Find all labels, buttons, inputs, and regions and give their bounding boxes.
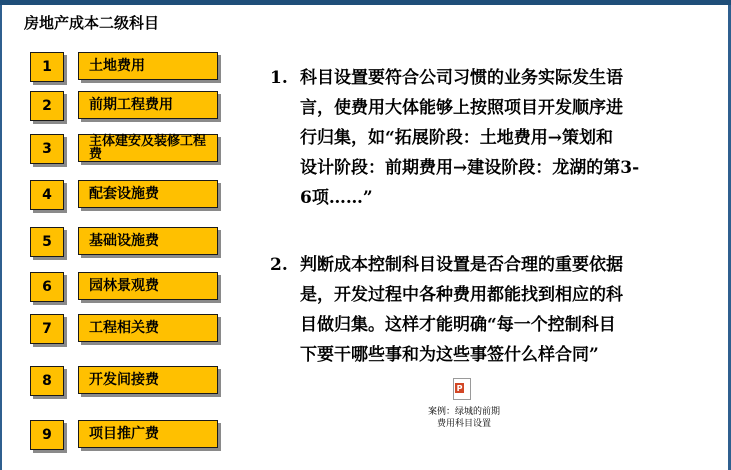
powerpoint-file-icon[interactable] — [453, 378, 471, 400]
category-number: 2 — [30, 91, 64, 121]
category-number: 1 — [30, 52, 64, 82]
category-label: 园林景观费 — [78, 272, 218, 300]
category-label: 配套设施费 — [78, 180, 218, 208]
point-line: 言，使费用大体能够上按照项目开发顺序进 — [300, 98, 623, 118]
attachment-caption-line: 案例：绿城的前期 — [427, 407, 500, 417]
point-2 — [270, 250, 720, 370]
point-number: 2. — [270, 255, 288, 275]
point-line: 6项……” — [300, 188, 373, 208]
category-label: 项目推广费 — [78, 420, 218, 448]
slide-title: 房地产成本二级科目 — [24, 14, 160, 32]
point-line: 目做归集。这样才能明确“每一个控制科目 — [300, 315, 616, 335]
top-frame-bar — [0, 0, 731, 5]
point-number: 1. — [270, 68, 288, 88]
category-label: 开发间接费 — [78, 366, 218, 394]
point-1 — [270, 63, 720, 213]
category-number: 6 — [30, 272, 64, 302]
category-label: 基础设施费 — [78, 227, 218, 255]
point-line: 设计阶段：前期费用→建设阶段：龙湖的第3- — [300, 158, 640, 178]
category-number: 4 — [30, 180, 64, 210]
point-line: 是，开发过程中各种费用都能找到相应的科 — [300, 285, 623, 305]
category-number: 9 — [30, 420, 64, 450]
category-label: 土地费用 — [78, 52, 218, 80]
category-number: 3 — [30, 134, 64, 164]
attachment-caption-line: 费用科目设置 — [436, 419, 491, 429]
category-number: 5 — [30, 227, 64, 257]
left-frame-bar — [0, 5, 2, 470]
powerpoint-badge-icon: P — [456, 383, 463, 393]
category-label: 前期工程费用 — [78, 91, 218, 119]
category-number: 8 — [30, 366, 64, 396]
point-line: 判断成本控制科目设置是否合理的重要依据 — [300, 255, 623, 275]
category-label: 工程相关费 — [78, 314, 218, 342]
point-line: 行归集，如“拓展阶段：土地费用→策划和 — [300, 128, 614, 148]
point-line: 下要干哪些事和为这些事签什么样合同” — [300, 345, 599, 365]
category-label: 主体建安及装修工程费 — [78, 134, 218, 162]
attachment-caption[interactable] — [415, 406, 513, 430]
point-line: 科目设置要符合公司习惯的业务实际发生语 — [300, 68, 623, 88]
category-number: 7 — [30, 314, 64, 344]
